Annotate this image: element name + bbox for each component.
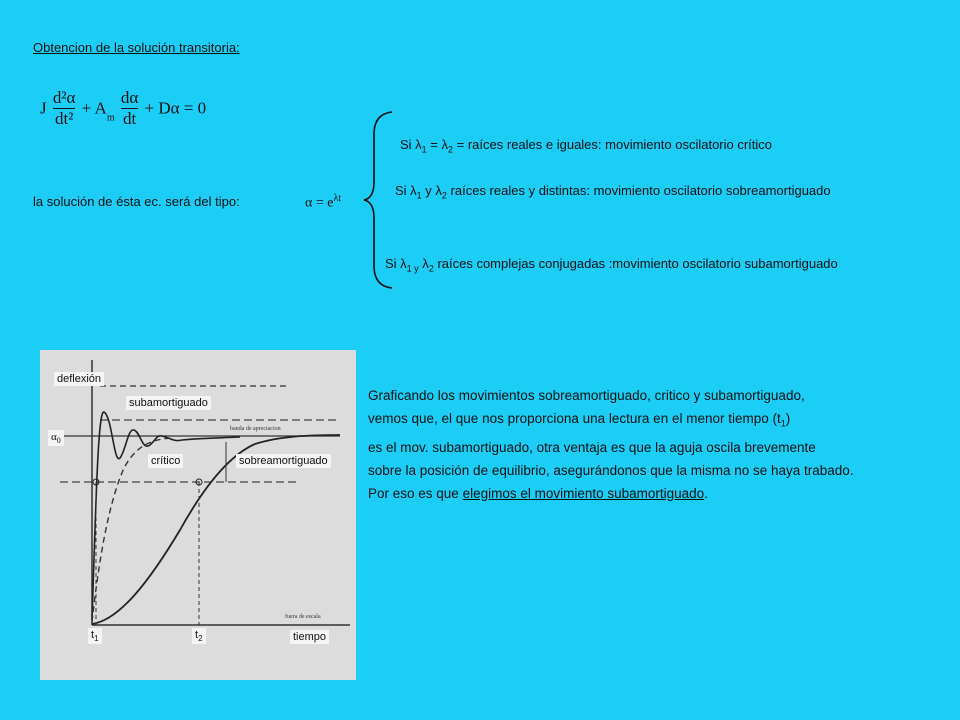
eq-frac-second-derivative: $\frac{\text{d²α}}{\text{dt²}}$	[52, 88, 76, 128]
eq-J: J	[40, 98, 47, 118]
label-deflexion: deflexión	[54, 372, 104, 386]
differential-equation	[40, 88, 206, 129]
eq-sub-m: m	[106, 112, 115, 124]
para-line-4: sobre la posición de equilibrio, asegurándonos que la misma no se haya trabado.	[368, 462, 854, 478]
solution-equation: $\alpha = e^{\lambda t}$	[305, 193, 342, 211]
case-critical: Si $\lambda_1 = \lambda_2$ = raíces reales e iguales: movimiento oscilatorio crítico	[400, 137, 773, 155]
page-title: Obtencion de la solución transitoria:	[33, 40, 240, 55]
eq-frac-first-derivative: $\frac{d\alpha}{dt}$	[120, 88, 139, 128]
para-line-3: es el mov. subamortiguado, otra ventaja es que la aguja oscila brevemente	[368, 439, 816, 455]
response-graph	[40, 350, 356, 680]
eq-plus-A: + A	[81, 98, 107, 118]
para-line-1: Graficando los movimientos sobreamortiguado, critico y subamortiguado,	[368, 388, 805, 403]
label-critico: crítico	[148, 454, 183, 468]
para-line-5: Por eso es que elegimos el movimiento subamortiguado.	[368, 485, 708, 501]
out-of-scale-label: fuera de escala	[285, 614, 321, 620]
case-underdamped: Si $\lambda_{1 y}$ $\lambda_2$ raíces complejas conjugadas :movimiento oscilatorio subamortiguado	[385, 256, 838, 274]
label-t1: $t_1$	[88, 628, 102, 644]
para-line-2: vemos que, el que nos proporciona una lectura en el menor tiempo $(t_1)$	[368, 411, 791, 429]
explanation-paragraph	[368, 384, 854, 505]
label-sobreamortiguado: sobreamortiguado	[236, 454, 331, 468]
label-tiempo: tiempo	[290, 630, 329, 644]
band-label: banda de apreciacion	[230, 426, 281, 432]
solution-exponent: λt	[333, 193, 342, 204]
case-overdamped: Si $\lambda_1$ y $\lambda_2$ raíces reales y distintas: movimiento oscilatorio sobreamortiguado	[395, 183, 831, 201]
label-t2: $t_2$	[192, 628, 206, 644]
conclusion-underlined: elegimos el movimiento subamortiguado	[462, 485, 705, 501]
eq-rest: + Dα = 0	[144, 98, 207, 118]
solution-label: la solución de ésta ec. será del tipo:	[33, 194, 240, 209]
label-subamortiguado: subamortiguado	[126, 396, 211, 410]
label-alpha0: $\alpha_0$	[48, 430, 64, 446]
